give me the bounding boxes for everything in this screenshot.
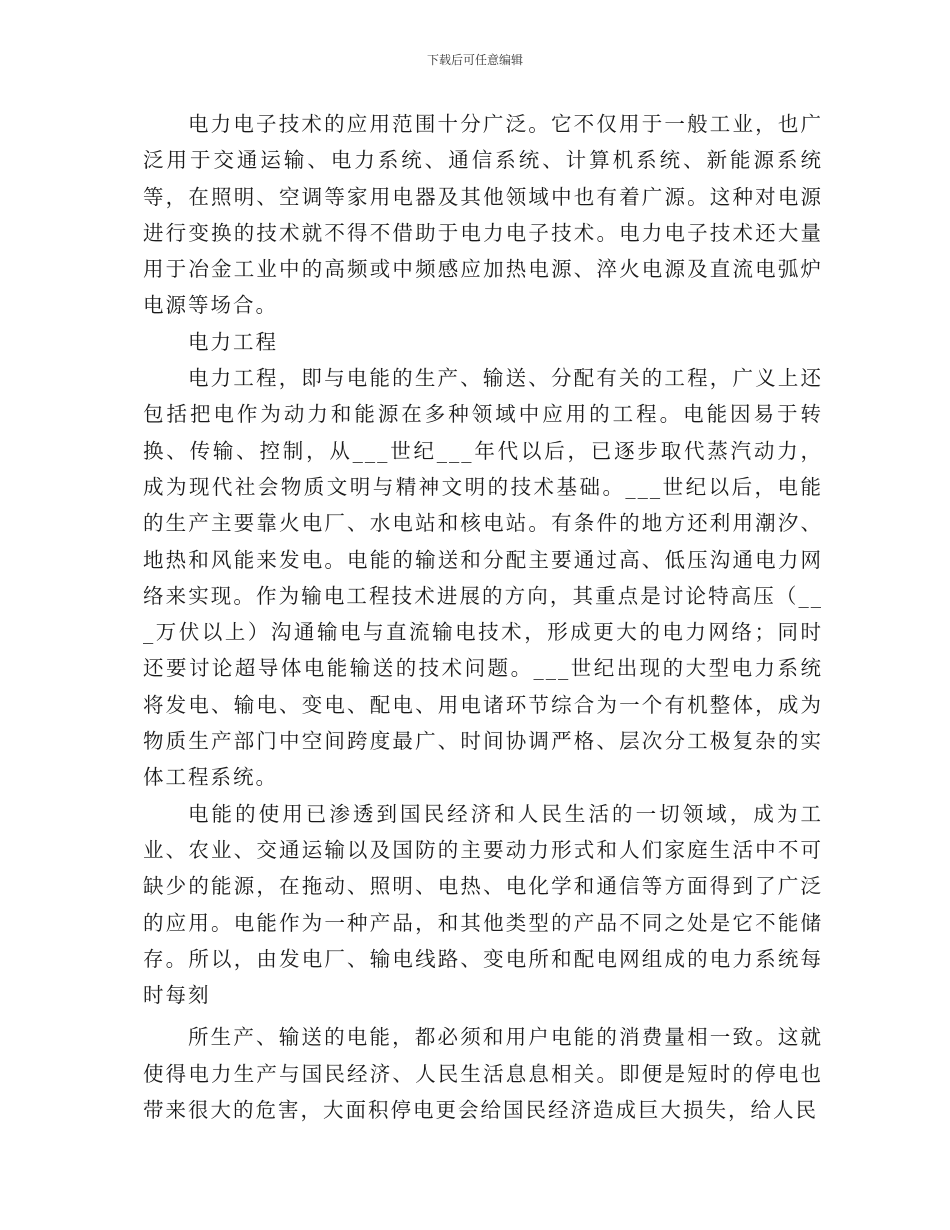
section-heading-power-engineering: 电力工程 bbox=[188, 329, 278, 354]
paragraph-power-engineering-definition: 电力工程，即与电能的生产、输送、分配有关的工程，广义上还包括把电作为动力和能源在多种领域中应用的工程。电能因易于转换、传输、控制，从___世纪___年代以后，已逐步取代蒸汽动力，成为现代社会物质文明与精神文明的技术基础。___世纪以后，电能的生产主要靠火电厂、水电站和核电站。有条件的地方还利用潮汐、地热和风能来发电。电能的输送和分配主要通过高、低压沟通电力网络来实现。作为输电工程技术进展的方向，其重点是讨论特高压（___万伏以上）沟通输电与直流输电技术，形成更大的电力网络；同时还要讨论超导体电能输送的技术问题。___世纪出现的大型电力系统将发电、输电、变电、配电、用电诸环节综合为一个有机整体，成为物质生产部门中空间跨度最广、时间协调严格、层次分工极复杂的实体工程系统。 bbox=[143, 366, 823, 790]
page-header: 下载后可任意编辑 bbox=[426, 53, 523, 67]
paragraph-electricity-usage: 电能的使用已渗透到国民经济和人民生活的一切领域，成为工业、农业、交通运输以及国防的主要动力形式和人们家庭生活中不可缺少的能源，在拖动、照明、电热、电化学和通信等方面得到了广泛的应用。电能作为一种产品，和其他类型的产品不同之处是它不能储存。所以，由发电厂、输电线路、变电所和配电网组成的电力系统每时每刻 bbox=[143, 801, 823, 1008]
document-body bbox=[143, 106, 823, 1128]
paragraph-power-electronics-applications: 电力电子技术的应用范围十分广泛。它不仅用于一般工业，也广泛用于交通运输、电力系统、通信系统、计算机系统、新能源系统等，在照明、空调等家用电器及其他领域中也有着广源。这种对电源进行变换的技术就不得不借助于电力电子技术。电力电子技术还大量用于冶金工业中的高频或中频感应加热电源、淬火电源及直流电弧炉电源等场合。 bbox=[143, 112, 823, 318]
paragraph-production-consumption: 所生产、输送的电能，都必须和用户电能的消费量相一致。这就使得电力生产与国民经济、人民生活息息相关。即便是短时的停电也带来很大的危害，大面积停电更会给国民经济造成巨大损失，给人民 bbox=[143, 1025, 823, 1123]
